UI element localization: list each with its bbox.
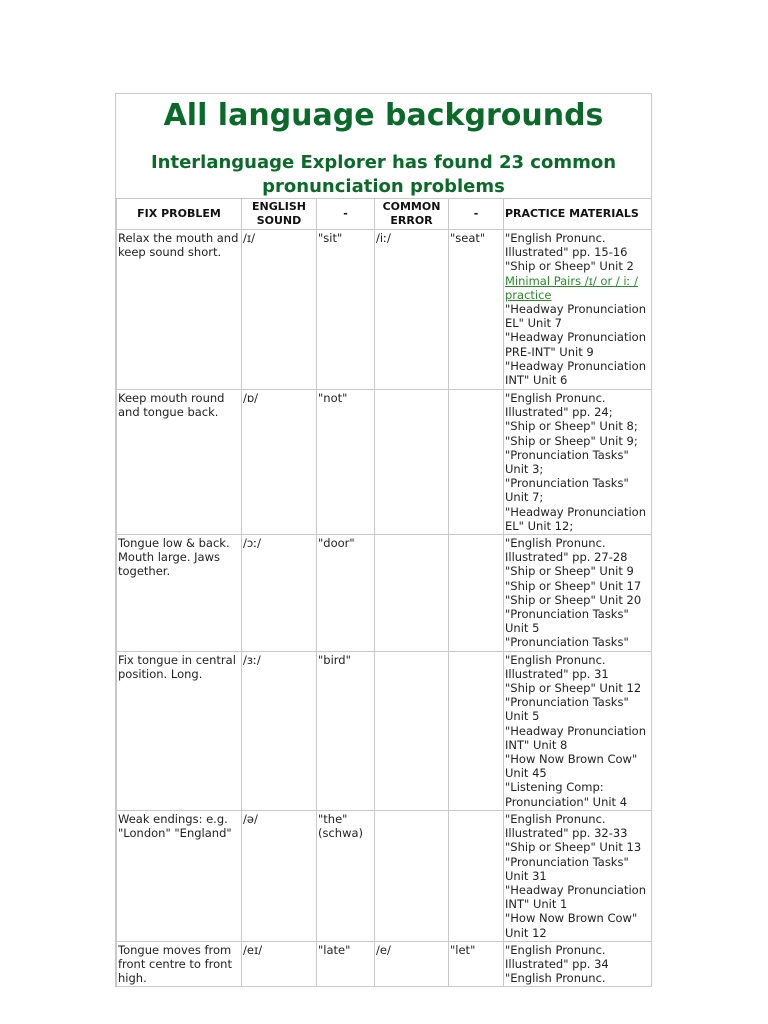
common-error-cell (375, 651, 449, 810)
english-sound-cell: /ɪ/ (242, 230, 317, 390)
problems-table (116, 198, 652, 987)
fix-problem-cell: Keep mouth round and tongue back. (117, 390, 242, 535)
material-item: "Headway Pronunciation INT" Unit 8 (505, 723, 646, 752)
material-item: "Ship or Sheep" Unit 9 (505, 564, 634, 579)
material-item: "Ship or Sheep" Unit 9; (505, 433, 638, 448)
practice-materials-cell (504, 810, 653, 941)
sound-example-cell: "door" (317, 535, 375, 652)
practice-materials-cell (504, 535, 653, 652)
material-item: "English Pronunc. Illustrated" pp. 34 (505, 942, 609, 971)
material-item: "Headway Pronunciation EL" Unit 7 (505, 302, 646, 331)
sound-example-cell: "the" (schwa) (317, 810, 375, 941)
header-fix-problem: FIX PROBLEM (117, 199, 242, 230)
error-example-cell (449, 810, 504, 941)
fix-problem-cell: Tongue low & back. Mouth large. Jaws together. (117, 535, 242, 652)
header-common-error: COMMON ERROR (375, 199, 449, 230)
fix-problem-cell: Relax the mouth and keep sound short. (117, 230, 242, 390)
material-item: "Ship or Sheep" Unit 8; (505, 419, 638, 434)
material-item: "Pronunciation Tasks" Unit 5 (505, 607, 629, 636)
english-sound-cell: /ɔː/ (242, 535, 317, 652)
table-row (117, 941, 653, 987)
error-example-cell (449, 535, 504, 652)
english-sound-cell: /eɪ/ (242, 941, 317, 987)
material-item: "Pronunciation Tasks" (505, 635, 629, 650)
material-item: "Pronunciation Tasks" Unit 31 (505, 854, 629, 883)
material-item: "English Pronunc. (505, 971, 606, 986)
error-example-cell (449, 651, 504, 810)
material-item: "Ship or Sheep" Unit 20 (505, 592, 642, 607)
sound-example-cell: "late" (317, 941, 375, 987)
table-row (117, 230, 653, 390)
sound-example-cell: "sit" (317, 230, 375, 390)
material-item: "English Pronunc. Illustrated" pp. 15-16 (505, 231, 628, 260)
common-error-cell (375, 535, 449, 652)
header-error-example: - (449, 199, 504, 230)
header-english-sound: ENGLISH SOUND (242, 199, 317, 230)
material-item: "English Pronunc. Illustrated" pp. 32-33 (505, 811, 628, 841)
material-item: "Pronunciation Tasks" Unit 5 (505, 695, 629, 724)
header-practice-materials: PRACTICE MATERIALS (504, 199, 653, 230)
fix-problem-cell: Tongue moves from front centre to front high. (117, 941, 242, 987)
material-item: "Pronunciation Tasks" Unit 7; (505, 476, 629, 505)
material-item: "Headway Pronunciation INT" Unit 6 (505, 358, 646, 388)
error-example-cell: "let" (449, 941, 504, 987)
fix-problem-cell: Weak endings: e.g. "London" "England" (117, 810, 242, 941)
material-item: "Ship or Sheep" Unit 17 (505, 578, 642, 593)
material-item: "Headway Pronunciation PRE-INT" Unit 9 (505, 330, 646, 359)
material-item: "Listening Comp: Pronunciation" Unit 4 (505, 780, 628, 809)
page-title: All language backgrounds (163, 98, 604, 133)
english-sound-cell: /ɒ/ (242, 390, 317, 535)
sound-example-cell: "not" (317, 390, 375, 535)
practice-materials-cell (504, 390, 653, 535)
material-item: "English Pronunc. Illustrated" pp. 31 (505, 652, 609, 681)
error-example-cell (449, 390, 504, 535)
practice-materials-cell (504, 230, 653, 390)
page-frame (115, 93, 652, 987)
practice-materials-cell (504, 651, 653, 810)
fix-problem-cell: Fix tongue in central position. Long. (117, 651, 242, 810)
english-sound-cell: /ə/ (242, 810, 317, 941)
material-item: "How Now Brown Cow" Unit 45 (505, 752, 638, 781)
page-subtitle: Interlanguage Explorer has found 23 common pronunciation problems (150, 152, 617, 197)
table-body (117, 230, 653, 988)
material-item: "English Pronunc. Illustrated" pp. 27-28 (505, 536, 628, 565)
table-header-row (117, 199, 653, 230)
material-item: "Headway Pronunciation EL" Unit 12; (505, 504, 646, 533)
material-item: "Headway Pronunciation INT" Unit 1 (505, 882, 646, 912)
common-error-cell: /iː/ (375, 230, 449, 390)
material-item: "How Now Brown Cow" Unit 12 (505, 911, 638, 940)
error-example-cell: "seat" (449, 230, 504, 390)
material-item: "Ship or Sheep" Unit 12 (505, 681, 642, 696)
table-row (117, 651, 653, 810)
table-row (117, 390, 653, 535)
material-item: "English Pronunc. Illustrated" pp. 24; (505, 391, 613, 420)
common-error-cell: /e/ (375, 941, 449, 987)
english-sound-cell: /ɜː/ (242, 651, 317, 810)
table-row (117, 535, 653, 652)
common-error-cell (375, 390, 449, 535)
table-row (117, 810, 653, 941)
common-error-cell (375, 810, 449, 941)
header-sound-example: - (317, 199, 375, 230)
minimal-pairs-link[interactable]: Minimal Pairs /ɪ/ or / iː / practice (505, 273, 638, 302)
material-item: "Ship or Sheep" Unit 13 (505, 840, 642, 855)
material-item: "Ship or Sheep" Unit 2 (505, 259, 634, 274)
sound-example-cell: "bird" (317, 651, 375, 810)
practice-materials-cell (504, 941, 653, 987)
material-item: "Pronunciation Tasks" Unit 3; (505, 447, 629, 477)
